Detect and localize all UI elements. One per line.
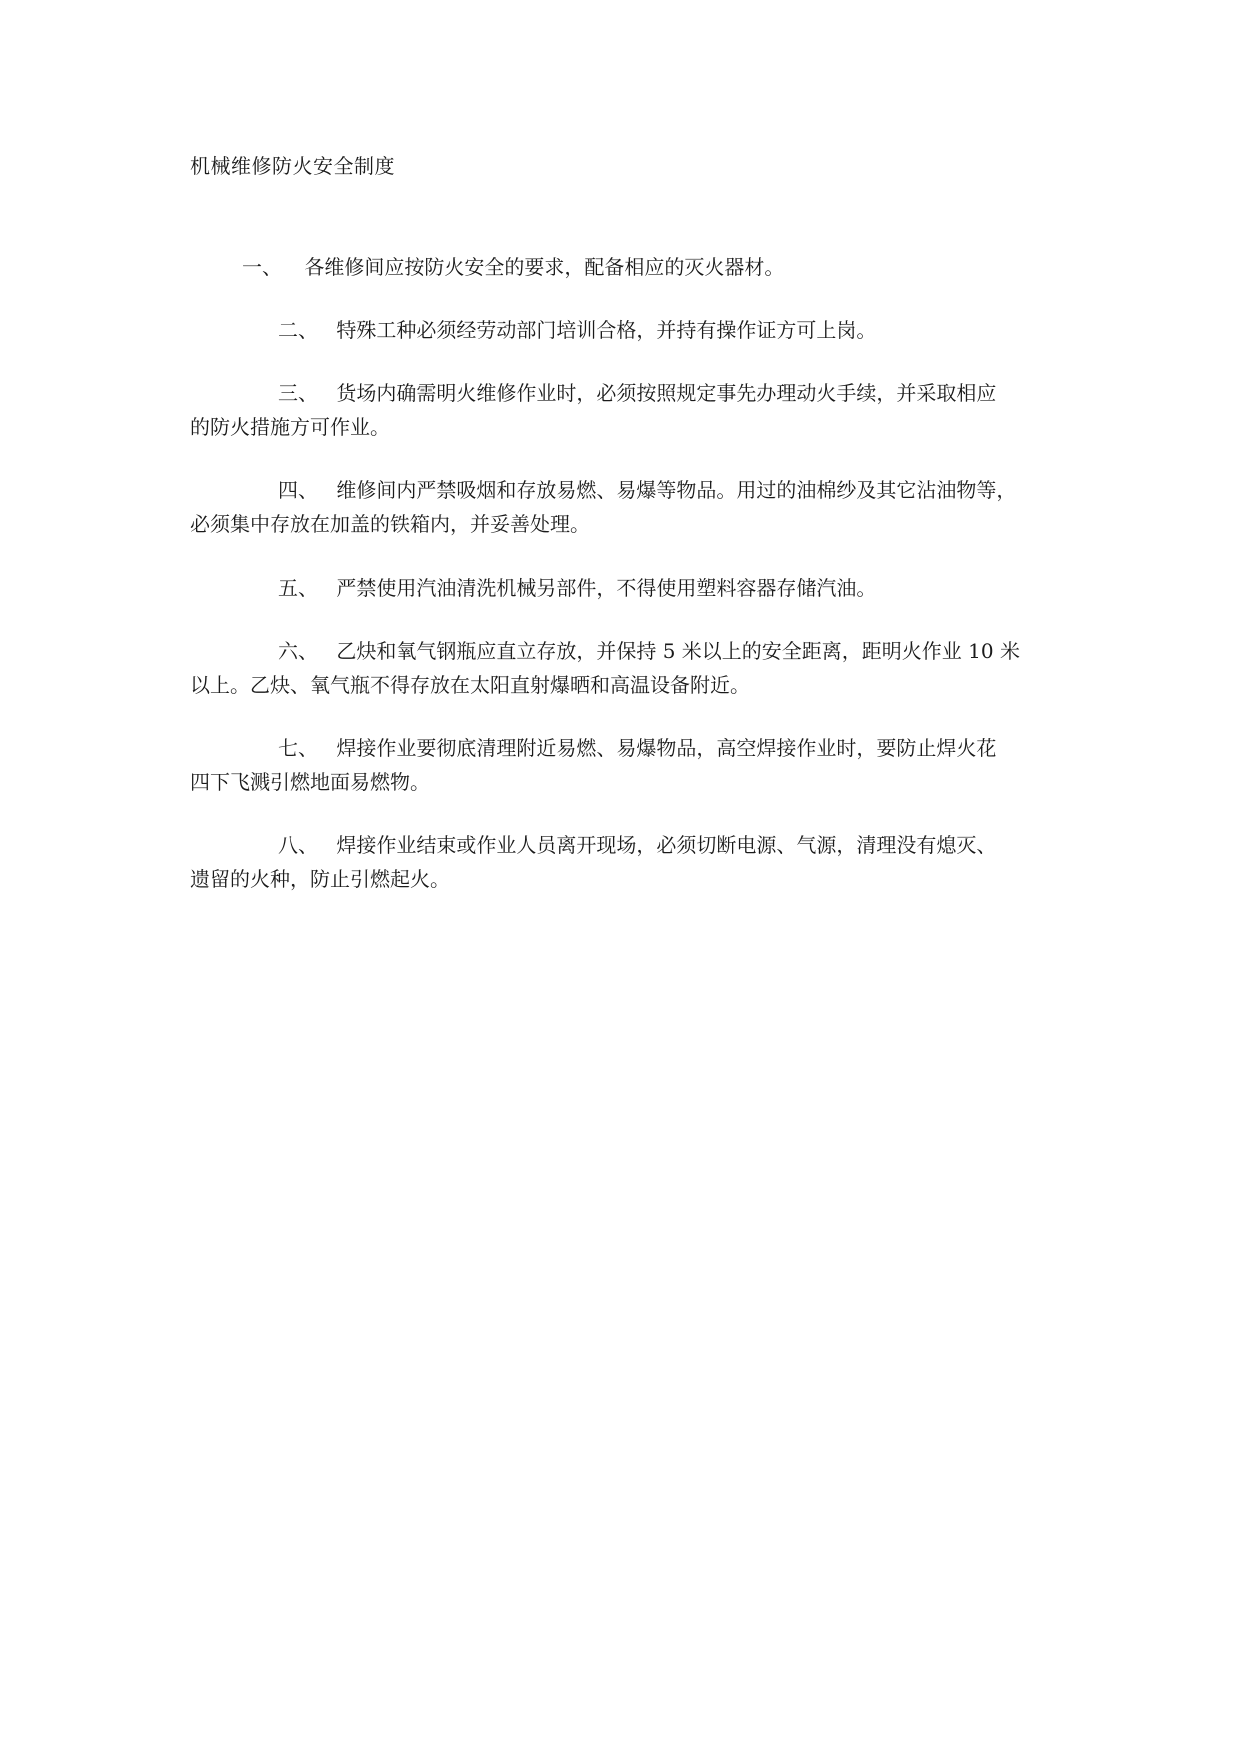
rule-number: 二、 bbox=[278, 318, 318, 342]
rule-text-line: 必须集中存放在加盖的铁箱内，并妥善处理。 bbox=[190, 512, 590, 536]
rule-number: 五、 bbox=[278, 576, 318, 600]
document-title: 机械维修防火安全制度 bbox=[190, 154, 395, 178]
rule-item-5 bbox=[190, 571, 1070, 605]
rule-text-line: 的防火措施方可作业。 bbox=[190, 415, 390, 439]
rule-text-line: 乙炔和氧气钢瓶应直立存放，并保持 5 米以上的安全距离，距明火作业 10 米 bbox=[336, 639, 1020, 663]
rule-item-3 bbox=[190, 376, 1070, 444]
rule-item-8 bbox=[190, 828, 1070, 896]
rule-number: 三、 bbox=[278, 381, 318, 405]
rule-item-6 bbox=[190, 634, 1070, 702]
rule-number: 七、 bbox=[278, 736, 318, 760]
rule-text-line: 各维修间应按防火安全的要求，配备相应的灭火器材。 bbox=[304, 255, 785, 279]
rule-item-2 bbox=[190, 313, 1070, 347]
rule-text-line: 严禁使用汽油清洗机械另部件，不得使用塑料容器存储汽油。 bbox=[336, 576, 877, 600]
rule-number: 一、 bbox=[242, 255, 282, 279]
rule-text-line: 遗留的火种，防止引燃起火。 bbox=[190, 867, 450, 891]
rule-text-line: 四下飞溅引燃地面易燃物。 bbox=[190, 770, 430, 794]
rule-item-7 bbox=[190, 731, 1070, 799]
rule-number: 八、 bbox=[278, 833, 318, 857]
rule-text-line: 货场内确需明火维修作业时，必须按照规定事先办理动火手续，并采取相应 bbox=[336, 381, 997, 405]
rule-item-4 bbox=[190, 473, 1070, 541]
rule-text-line: 维修间内严禁吸烟和存放易燃、易爆等物品。用过的油棉纱及其它沾油物等， bbox=[336, 478, 1017, 502]
rule-text-line: 以上。乙炔、氧气瓶不得存放在太阳直射爆晒和高温设备附近。 bbox=[190, 673, 750, 697]
rule-text-line: 焊接作业要彻底清理附近易燃、易爆物品，高空焊接作业时，要防止焊火花 bbox=[336, 736, 997, 760]
rule-number: 六、 bbox=[278, 639, 318, 663]
rule-text-line: 特殊工种必须经劳动部门培训合格，并持有操作证方可上岗。 bbox=[336, 318, 877, 342]
rule-number: 四、 bbox=[278, 478, 318, 502]
rule-text-line: 焊接作业结束或作业人员离开现场，必须切断电源、气源，清理没有熄灭、 bbox=[336, 833, 997, 857]
rule-item-1 bbox=[190, 250, 1070, 284]
